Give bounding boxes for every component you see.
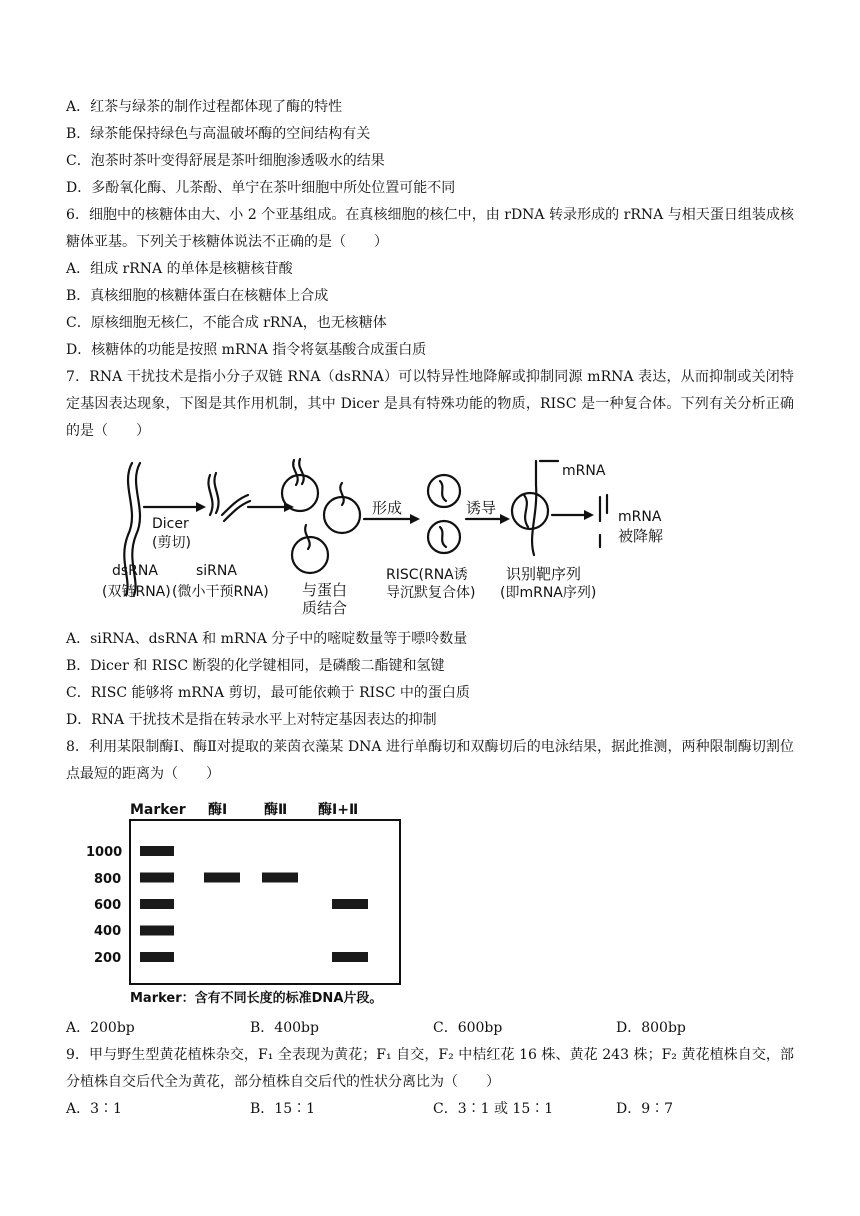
risc-label-1: RISC(RNA诱 <box>386 567 468 583</box>
mrna-top-label: mRNA <box>562 463 606 479</box>
q7-stem: 7．RNA 干扰技术是指小分子双链 RNA（dsRNA）可以特异性地降解或抑制同源 mRNA 表达，从而抑制或关闭特定基因表达现象，下图是其作用机制，其中 Dicer 是具有特殊功能的物质，RISC 是一种复合体。下列有关分析正确的是（ ） <box>66 369 794 439</box>
q5-option-b: B．绿茶能保持绿色与高温破坏酶的空间结构有关 <box>66 126 371 142</box>
gel-caption: Marker：含有不同长度的标准DNA片段。 <box>130 991 383 1006</box>
protein-label-1: 与蛋白 <box>302 581 348 599</box>
size-label-800: 800 <box>94 872 122 887</box>
marker-band-200 <box>140 952 174 962</box>
q5-option-c: C．泡茶时茶叶变得舒展是茶叶细胞渗透吸水的结果 <box>66 153 385 169</box>
dicer-label: Dicer <box>152 516 189 532</box>
lane-label-marker: Marker <box>130 802 186 818</box>
q7-option-d: D．RNA 干扰技术是指在转录水平上对特定基因表达的抑制 <box>66 712 437 728</box>
marker-band-1000 <box>140 846 174 856</box>
marker-band-800 <box>140 873 174 883</box>
q6-option-b: B．真核细胞的核糖体蛋白在核糖体上合成 <box>66 288 329 304</box>
recognize-label-2: (即mRNA序列) <box>500 585 597 601</box>
form-label: 形成 <box>372 499 403 517</box>
q8-option-a: A．200bp <box>66 1020 135 1036</box>
q8-option-c: C．600bp <box>433 1020 503 1036</box>
q8-option-d: D．800bp <box>616 1020 686 1036</box>
mrna-degraded-label-1: mRNA <box>618 509 662 525</box>
q6-option-a: A．组成 rRNA 的单体是核糖核苷酸 <box>66 261 293 277</box>
q8-option-b: B．400bp <box>250 1020 319 1036</box>
q7-option-b: B．Dicer 和 RISC 断裂的化学键相同，是磷酸二酯键和氢键 <box>66 658 445 674</box>
marker-band-600 <box>140 899 174 909</box>
q7-option-c: C．RISC 能够将 mRNA 剪切，最可能依赖于 RISC 中的蛋白质 <box>66 685 470 701</box>
sirna-label: siRNA <box>196 563 237 579</box>
lane-label-double: 酶Ⅰ+Ⅱ <box>318 802 359 818</box>
q9-option-d: D．9∶7 <box>616 1101 674 1117</box>
q5-option-d: D．多酚氧化酶、儿茶酚、单宁在茶叶细胞中所处位置可能不同 <box>66 180 456 196</box>
lane-label-enzyme1: 酶Ⅰ <box>208 802 228 818</box>
cut-label: (剪切) <box>152 535 191 551</box>
double-digest-band-600 <box>332 899 368 909</box>
q6-stem: 6．细胞中的核糖体由大、小 2 个亚基组成。在真核细胞的核仁中，由 rDNA 转录形成的 rRNA 与相天蛋日组装成核糖体亚基。下列关于核糖体说法不正确的是（ ） <box>66 207 794 250</box>
q9-option-c: C．3∶1 或 15∶1 <box>433 1101 554 1117</box>
size-label-400: 400 <box>94 924 122 939</box>
size-label-200: 200 <box>94 951 122 966</box>
rna-interference-diagram <box>102 455 680 617</box>
q9-option-a: A．3∶1 <box>66 1101 122 1117</box>
lane-label-enzyme2: 酶Ⅱ <box>264 802 288 818</box>
q8-stem: 8．利用某限制酶Ⅰ、酶Ⅱ对提取的莱茵衣藻某 DNA 进行单酶切和双酶切后的电泳结果，据此推测，两种限制酶切割位点最短的距离为（ ） <box>66 739 794 782</box>
q9-stem: 9．甲与野生型黄花植株杂交，F₁ 全表现为黄花；F₁ 自交，F₂ 中桔红花 16 株、黄花 243 株；F₂ 黄花植株自交，部分植株自交后代全为黄花，部分植株自交后代的性状分离比为（ ） <box>66 1047 794 1090</box>
size-label-1000: 1000 <box>86 845 123 860</box>
risc-label-2: 导沉默复合体) <box>386 585 476 601</box>
double-digest-band-200 <box>332 952 368 962</box>
mrna-degraded-label-2: 被降解 <box>618 527 664 545</box>
enzyme1-band-800 <box>204 873 240 883</box>
q9-option-b: B．15∶1 <box>250 1101 316 1117</box>
sirna-full-label: (微小干预RNA) <box>172 584 269 600</box>
size-label-600: 600 <box>94 898 122 913</box>
electrophoresis-gel-figure <box>82 798 412 1010</box>
dsrna-full-label: (双链RNA) <box>102 584 171 600</box>
q6-option-c: C．原核细胞无核仁，不能合成 rRNA，也无核糖体 <box>66 315 387 331</box>
marker-band-400 <box>140 926 174 936</box>
protein-label-2: 质结合 <box>302 599 348 617</box>
dsrna-label: dsRNA <box>112 563 158 579</box>
enzyme2-band-800 <box>262 873 298 883</box>
q7-option-a: A．siRNA、dsRNA 和 mRNA 分子中的嘧啶数量等于嘌呤数量 <box>66 631 468 647</box>
q5-option-a: A．红茶与绿茶的制作过程都体现了酶的特性 <box>66 99 343 115</box>
q6-option-d: D．核糖体的功能是按照 mRNA 指令将氨基酸合成蛋白质 <box>66 342 427 358</box>
recognize-label-1: 识别靶序列 <box>506 565 582 583</box>
induce-label: 诱导 <box>466 499 497 517</box>
